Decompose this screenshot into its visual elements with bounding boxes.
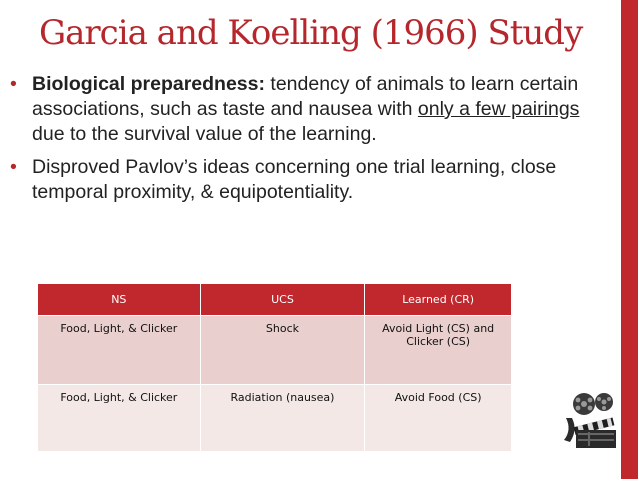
slide-title: Garcia and Koelling (1966) Study [39, 13, 583, 53]
accent-bar [621, 0, 638, 479]
table-cell: Avoid Light (CS) and Clicker (CS) [365, 316, 512, 385]
film-clapperboard-icon [560, 388, 622, 450]
header-ucs: UCS [200, 284, 365, 316]
underlined-phrase: only a few pairings [417, 98, 580, 120]
table-cell: Food, Light, & Clicker [38, 385, 201, 452]
table-cell: Radiation (nausea) [200, 385, 365, 452]
bullet-marker: • [10, 156, 17, 178]
bullet-text: Disproved Pavlov’s ideas concerning one trial learning, close temporal proximity, & equipotentiality. [32, 156, 557, 203]
conditioning-table [37, 283, 512, 452]
table-row [38, 316, 512, 385]
table-cell: Shock [200, 316, 365, 385]
table-cell: Avoid Food (CS) [365, 385, 512, 452]
table-row [38, 385, 512, 452]
table-cell: Food, Light, & Clicker [38, 316, 201, 385]
table-header-row [38, 284, 512, 316]
bullet-item-preparedness [10, 72, 580, 147]
bullet-text-part2: due to the survival value of the learning. [32, 123, 377, 145]
header-ns: NS [38, 284, 201, 316]
header-learned-cr: Learned (CR) [365, 284, 512, 316]
bullet-marker: • [10, 73, 17, 95]
bold-term: Biological preparedness: [32, 73, 265, 95]
bullet-item-pavlov [10, 155, 580, 205]
bullet-text-part1: tendency of animals to learn certain associations, such as taste and nausea with [32, 73, 579, 120]
bullet-list [10, 72, 580, 213]
